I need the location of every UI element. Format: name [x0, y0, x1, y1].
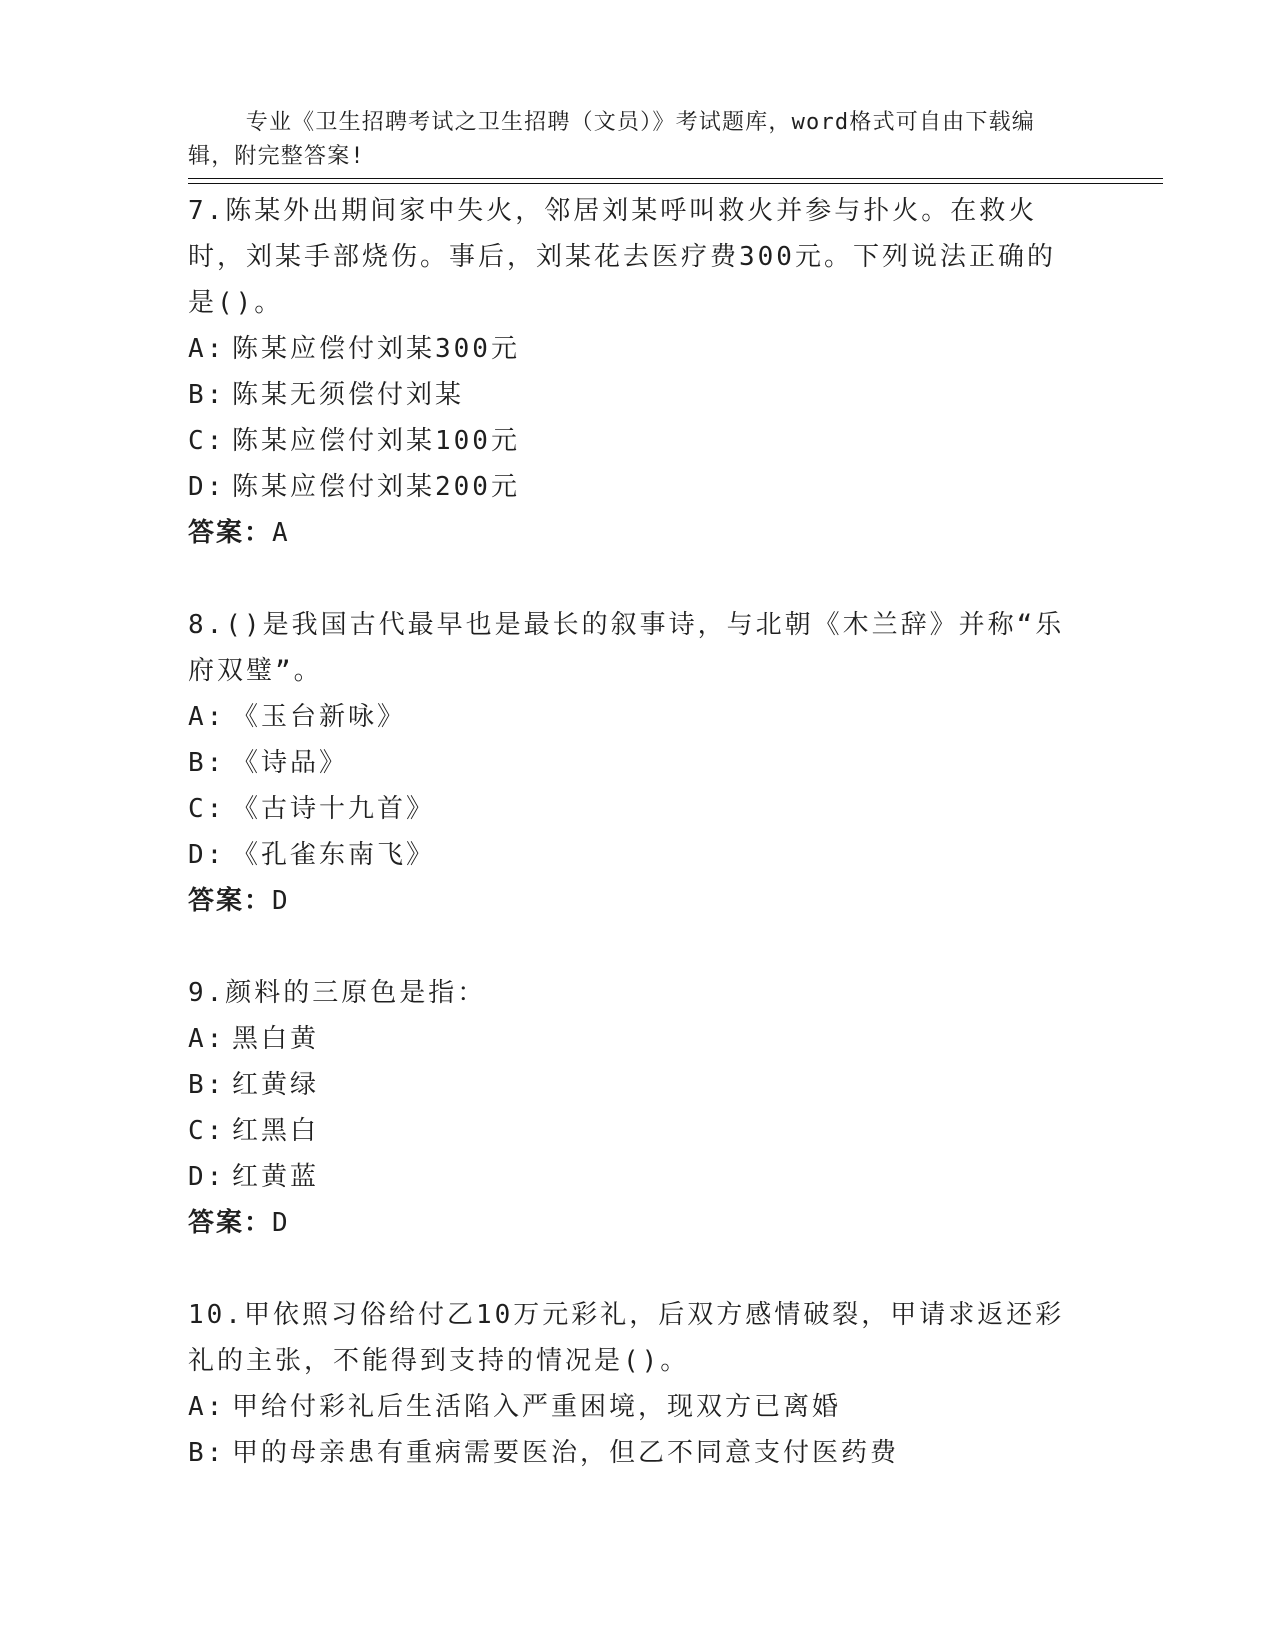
option-letter: C:	[188, 426, 226, 456]
option-text: 陈某应偿付刘某200元	[232, 472, 520, 502]
option-letter: B:	[188, 1438, 226, 1468]
question-9	[188, 970, 1068, 1246]
answer-line	[188, 878, 1068, 924]
option-letter: D:	[188, 840, 226, 870]
option-text: 《诗品》	[232, 748, 349, 778]
option-text: 甲的母亲患有重病需要医治，但乙不同意支付医药费	[232, 1438, 900, 1468]
option-letter: B:	[188, 748, 226, 778]
option-text: 黑白黄	[232, 1024, 320, 1054]
option-text: 红黄蓝	[232, 1162, 320, 1192]
answer-label: 答案：	[188, 518, 273, 548]
option-c	[188, 418, 1068, 464]
question-10	[188, 1292, 1068, 1476]
option-letter: A:	[188, 1024, 226, 1054]
option-letter: D:	[188, 1162, 226, 1192]
option-text: 陈某应偿付刘某300元	[232, 334, 520, 364]
option-text: 红黄绿	[232, 1070, 320, 1100]
option-d	[188, 464, 1068, 510]
option-text: 红黑白	[232, 1116, 320, 1146]
option-text: 《玉台新咏》	[232, 702, 407, 732]
option-b	[188, 740, 1068, 786]
option-d	[188, 1154, 1068, 1200]
header-intro-text: 专业《卫生招聘考试之卫生招聘（文员）》考试题库，word格式可自由下载编辑，附完整答案!	[188, 110, 1035, 169]
option-letter: C:	[188, 794, 226, 824]
question-8	[188, 602, 1068, 924]
header-divider-bottom	[188, 183, 1163, 184]
option-letter: D:	[188, 472, 226, 502]
answer-label: 答案：	[188, 1208, 273, 1238]
header-divider-top	[188, 178, 1163, 179]
option-letter: A:	[188, 334, 226, 364]
option-c	[188, 786, 1068, 832]
option-b	[188, 1430, 1068, 1476]
option-letter: C:	[188, 1116, 226, 1146]
option-a	[188, 694, 1068, 740]
option-a	[188, 1384, 1068, 1430]
option-c	[188, 1108, 1068, 1154]
question-text: 10.甲依照习俗给付乙10万元彩礼，后双方感情破裂，甲请求返还彩礼的主张，不能得到支持的情况是()。	[188, 1300, 1065, 1376]
answer-line	[188, 510, 1068, 556]
question-text: 8.()是我国古代最早也是最长的叙事诗，与北朝《木兰辞》并称“乐府双璧”。	[188, 610, 1065, 686]
option-letter: A:	[188, 702, 226, 732]
option-letter: B:	[188, 1070, 226, 1100]
option-letter: A:	[188, 1392, 226, 1422]
option-b	[188, 372, 1068, 418]
answer-value: D	[272, 1208, 290, 1238]
option-a	[188, 326, 1068, 372]
question-text: 9.颜料的三原色是指：	[188, 978, 487, 1008]
option-a	[188, 1016, 1068, 1062]
answer-label: 答案：	[188, 886, 273, 916]
option-text: 陈某应偿付刘某100元	[232, 426, 520, 456]
option-text: 甲给付彩礼后生活陷入严重困境，现双方已离婚	[232, 1392, 842, 1422]
option-d	[188, 832, 1068, 878]
answer-value: A	[272, 518, 290, 548]
question-text: 7.陈某外出期间家中失火，邻居刘某呼叫救火并参与扑火。在救火时，刘某手部烧伤。事后，刘某花去医疗费300元。下列说法正确的是()。	[188, 196, 1056, 318]
answer-line	[188, 1200, 1068, 1246]
option-letter: B:	[188, 380, 226, 410]
answer-value: D	[272, 886, 290, 916]
option-text: 《古诗十九首》	[232, 794, 436, 824]
question-list	[188, 188, 1068, 1522]
question-7	[188, 188, 1068, 556]
option-b	[188, 1062, 1068, 1108]
option-text: 《孔雀东南飞》	[232, 840, 436, 870]
option-text: 陈某无须偿付刘某	[232, 380, 465, 410]
